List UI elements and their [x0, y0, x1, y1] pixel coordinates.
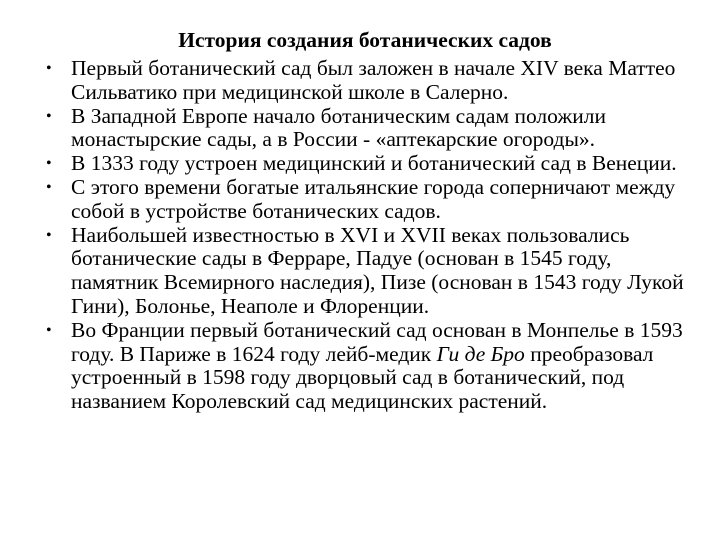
bullet-icon: •	[46, 155, 52, 173]
slide-title: История создания ботанических садов	[178, 28, 552, 52]
bullet-text: В 1333 году устроен медицинский и ботанический сад в Венеции.	[71, 151, 677, 176]
bullet-item-4	[0, 176, 720, 224]
bullet-text: Наибольшей известностью в XVI и XVII веках пользовались ботанические сады в Ферраре, Падуе (основан в 1545 году, памятник Всемирного наследия), Пизе (основан в 1543 году Лукой Гини), Болонье, Неаполе и Флоренции.	[71, 222, 684, 318]
bullet-icon: •	[46, 321, 52, 339]
bullet-text-italic-name: Ги де Бро	[436, 341, 525, 366]
bullet-icon: •	[46, 60, 52, 77]
bullet-item-3	[0, 152, 720, 176]
bullet-icon: •	[46, 107, 52, 125]
bullet-text-part-2: преобразовал устроенный в 1598 году дворцовый сад в ботанический, под названием Королевский сад медицинских растений.	[71, 341, 654, 414]
bullet-text: С этого времени богатые итальянские города соперничают между собой в устройстве ботанических садов.	[71, 174, 676, 223]
bullet-list	[0, 57, 720, 414]
bullet-item-5	[0, 224, 720, 319]
bullet-text: Первый ботанический сад был заложен в начале XIV века Маттео Сильватико при медицинской школе в Салерно.	[71, 56, 676, 104]
bullet-icon: •	[46, 178, 52, 196]
bullet-text: В Западной Европе начало ботаническим садам положили монастырские сады, а в России - «аптекарские огороды».	[71, 103, 606, 152]
bullet-item-2	[0, 105, 720, 153]
bullet-text-part-1: Во Франции первый ботанический сад основан в Монпелье в 1593 году. В Париже в 1624 году лейб-медик	[71, 317, 683, 366]
bullet-icon: •	[46, 226, 52, 244]
bullet-item-1	[0, 57, 720, 105]
bullet-item-6	[0, 319, 720, 414]
